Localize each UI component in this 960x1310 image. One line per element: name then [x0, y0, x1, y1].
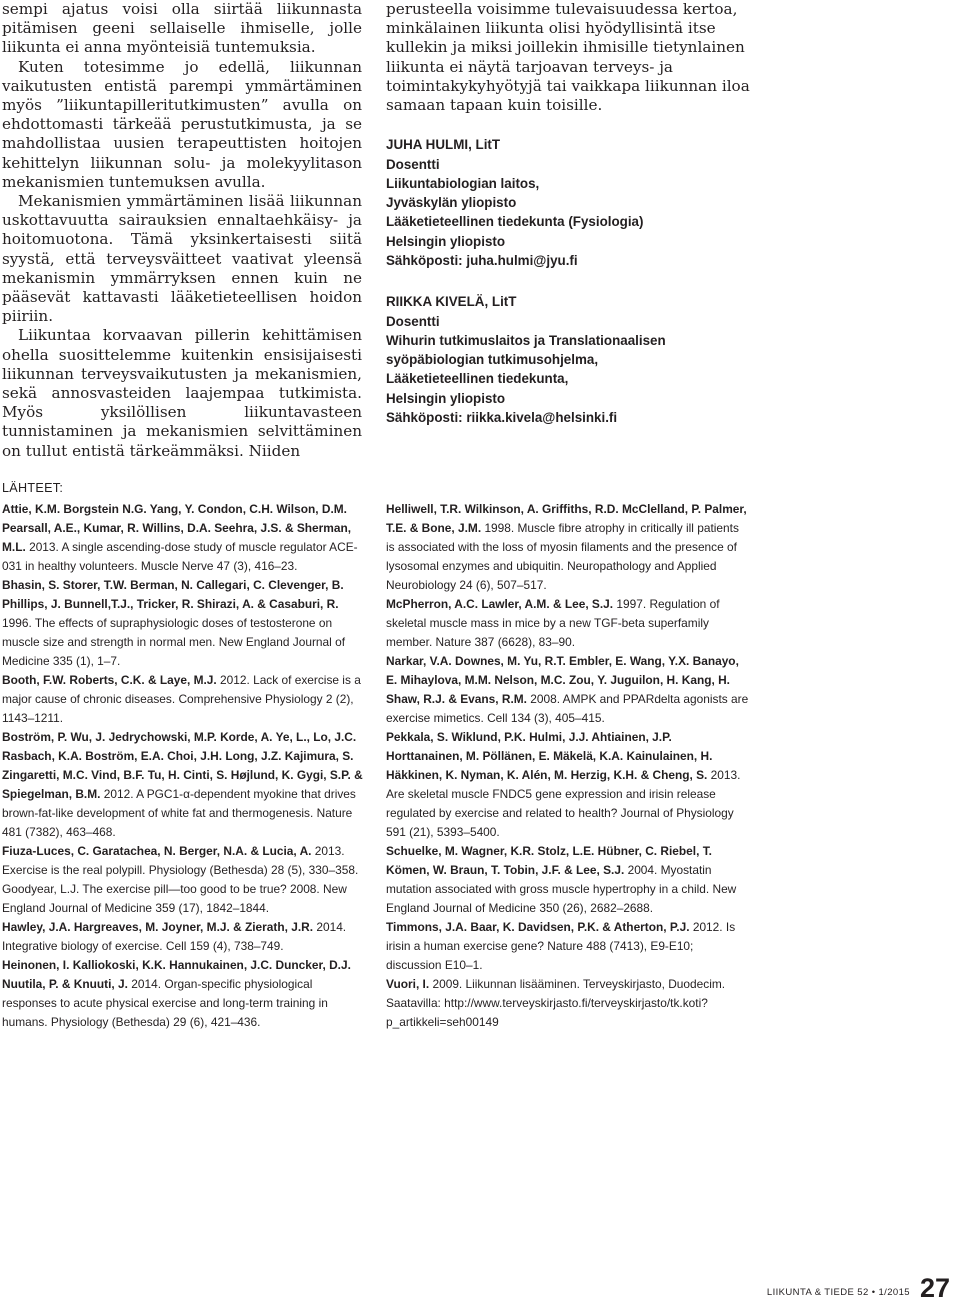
reference-entry [386, 500, 750, 595]
author-affiliation: Helsingin yliopisto [386, 390, 506, 406]
references-left-column [2, 500, 364, 1032]
reference-entry [2, 918, 364, 956]
author-title: Dosentti [386, 313, 440, 329]
reference-details: 1998. Muscle fibre atrophy in critically ill patients is associated with the loss of myosin filaments and the presence of lysosomal enzymes and ubiquitin. Neuropathology and Applied Neurobiology 24 (6), 507–517. [386, 521, 739, 592]
reference-authors: Timmons, J.A. Baar, K. Davidsen, P.K. & Atherton, P.J. [386, 920, 690, 934]
reference-details: 2012. Lack of exercise is a major cause of chronic diseases. Comprehensive Physiology 2 (2), 1143–1211. [2, 673, 361, 725]
reference-authors: Hawley, J.A. Hargreaves, M. Joyner, M.J. & Zierath, J.R. [2, 920, 314, 934]
reference-entry [2, 956, 364, 1032]
journal-name: LIIKUNTA & TIEDE 52 • 1/2015 [766, 1287, 910, 1298]
reference-entry [2, 576, 364, 671]
reference-authors: Fiuza-Luces, C. Garatachea, N. Berger, N.A. & Lucia, A. [2, 844, 312, 858]
reference-details: 2012. A PGC1-α-dependent myokine that drives brown-fat-like development of white fat and thermogenesis. Nature 481 (7382), 463–468. [2, 787, 356, 839]
author-affiliation: Liikuntabiologian laitos, [386, 175, 540, 191]
reference-details: 2004. Myostatin mutation associated with gross muscle hypertrophy in a child. New England Journal of Medicine 350 (26), 2682–2688. [386, 863, 737, 915]
reference-entry [386, 842, 750, 918]
body-text-right-column [386, 0, 756, 427]
reference-details: 2013. Are skeletal muscle FNDC5 gene expression and irisin release regulated by exercise and related to health? Journal of Physiology 591 (21), 5393–5400. [386, 768, 741, 839]
reference-entry [2, 671, 364, 728]
author-email: Sähköposti: riikka.kivela@helsinki.fi [386, 410, 618, 426]
reference-authors: Attie, K.M. Borgstein N.G. Yang, Y. Condon, C.H. Wilson, D.M. Pearsall, A.E., Kumar, R. Willins, D.A. Seehra, J.S. & Sherman, M.L. [2, 502, 352, 554]
author-block-kivela [386, 292, 756, 427]
author-affiliation: Jyväskylän yliopisto [386, 195, 517, 211]
reference-entry [2, 728, 364, 842]
reference-authors: Vuori, I. [386, 977, 430, 991]
author-affiliation: Lääketieteellinen tiedekunta (Fysiologia) [386, 214, 644, 230]
reference-authors: Booth, F.W. Roberts, C.K. & Laye, M.J. [2, 673, 217, 687]
author-affiliation: Wihurin tutkimuslaitos ja Translationaalisen [386, 332, 666, 348]
references-right-column [386, 500, 750, 1032]
reference-authors: Helliwell, T.R. Wilkinson, A. Griffiths, R.D. McClelland, P. Palmer, T.E. & Bone, J.M. [386, 502, 747, 535]
reference-details: Goodyear, L.J. The exercise pill—too good to be true? 2008. New England Journal of Medicine 359 (17), 1842–1844. [2, 882, 347, 915]
reference-details: 2014. Integrative biology of exercise. Cell 159 (4), 738–749. [2, 920, 347, 953]
reference-entry [386, 728, 750, 842]
reference-entry [386, 975, 750, 1032]
reference-authors: Narkar, V.A. Downes, M. Yu, R.T. Embler, E. Wang, Y.X. Banayo, E. Mihaylova, M.M. Nelson, M.C. Zou, Y. Juguilon, H. Kang, H. Shaw, R.J. & Evans, R.M. [386, 654, 739, 706]
page-number: 27 [919, 1273, 950, 1303]
reference-details: 2008. AMPK and PPARdelta agonists are exercise mimetics. Cell 134 (3), 405–415. [386, 692, 749, 725]
paragraph: Liikuntaa korvaavan pillerin kehittämisen ohella suosittelemme kuitenkin ensisijaisesti liikunnan terveysvaikutusten ja mekanismien, sekä annosvasteiden laajempaa tutkimista. Myös yksilöllisen liikuntavasteen tunnistaminen ja mekanismien selvittäminen on tullut entistä tärkeämmäksi. Niiden [2, 326, 362, 460]
reference-details: 2013. A single ascending-dose study of muscle regulator ACE-031 in healthy volunteers. Muscle Nerve 47 (3), 416–23. [2, 540, 358, 573]
author-title: Dosentti [386, 156, 440, 172]
author-affiliation: Helsingin yliopisto [386, 233, 506, 249]
reference-details: 2009. Liikunnan lisääminen. Terveyskirjasto, Duodecim. Saatavilla: http://www.terveyskirjasto.fi/terveyskirjasto/tk.koti?p_artikkeli=seh00149 [386, 977, 726, 1029]
reference-details: 2013. Exercise is the real polypill. Physiology (Bethesda) 28 (5), 330–358. [2, 844, 359, 877]
references-heading: LÄHTEET: [2, 481, 64, 495]
reference-details: 2012. Is irisin a human exercise gene? Nature 488 (7413), E9-E10; discussion E10–1. [386, 920, 736, 972]
reference-authors: Boström, P. Wu, J. Jedrychowski, M.P. Korde, A. Ye, L., Lo, J.C. Rasbach, K.A. Boström, E.A. Choi, J.H. Long, J.Z. Kajimura, S. Zingaretti, M.C. Vind, B.F. Tu, H. Cinti, S. Højlund, K. Gygi, S.P. & Spiegelman, B.M. [2, 730, 363, 801]
reference-authors: McPherron, A.C. Lawler, A.M. & Lee, S.J. [386, 597, 614, 611]
reference-entry [386, 595, 750, 652]
reference-entry [2, 842, 364, 880]
paragraph: Mekanismien ymmärtäminen lisää liikunnan uskottavuutta sairauksien ennaltaehkäisy- ja hoitomuotona. Tämä yksinkertaisesti siitä syystä, että terveysväitteet vaativat yleensä mekanismin ymmärryksen ennen kuin ne pääsevät kattavasti lääketieteellisen hoidon piiriin. [2, 192, 362, 326]
reference-details: 1996. The effects of supraphysiologic doses of testosterone on muscle size and strength in normal men. New England Journal of Medicine 335 (1), 1–7. [2, 616, 346, 668]
reference-entry [386, 918, 750, 975]
reference-authors: Bhasin, S. Storer, T.W. Berman, N. Callegari, C. Clevenger, B. Phillips, J. Bunnell,T.J., Tricker, R. Shirazi, A. & Casaburi, R. [2, 578, 344, 611]
author-email: Sähköposti: juha.hulmi@jyu.fi [386, 253, 578, 268]
paragraph: perusteella voisimme tulevaisuudessa kertoa, minkälainen liikunta olisi hyödyllisintä itse kullekin ja miksi joillekin ihmisille tietynlainen liikunta ei näytä tarjoavan terveys- ja toimintakykyhyötyjä tai vaikkapa liikunnan iloa samaan tapaan kuin toisille. [386, 0, 750, 115]
reference-details: 2014. Organ-specific physiological responses to acute physical exercise and long-term training in humans. Physiology (Bethesda) 29 (6), 421–436. [2, 977, 328, 1029]
body-text-left-column [2, 0, 362, 461]
paragraph: Kuten totesimme jo edellä, liikunnan vaikutusten entistä parempi ymmärtäminen myös ”liikuntapilleritutkimusten” avulla on ehdottomasti tärkeää perustutkimusta, ja se mahdollistaa uusien terapeuttisten hoitojen kehittelyn liikunnan solu- ja molekyylitason mekanismien tuntemuksen avulla. [2, 57, 362, 191]
reference-authors: Schuelke, M. Wagner, K.R. Stolz, L.E. Hübner, C. Riebel, T. Kömen, W. Braun, T. Tobin, J.F. & Lee, S.J. [386, 844, 712, 877]
author-affiliation: syöpäbiologian tutkimusohjelma, [386, 352, 599, 368]
author-affiliation: Lääketieteellinen tiedekunta, [386, 371, 569, 387]
author-name: RIIKKA KIVELÄ, LitT [386, 294, 517, 310]
reference-entry [2, 880, 364, 918]
author-name: JUHA HULMI, LitT [386, 137, 501, 153]
reference-details: 1997. Regulation of skeletal muscle mass in mice by a new TGF-beta superfamily member. Nature 387 (6628), 83–90. [386, 597, 720, 649]
reference-authors: Heinonen, I. Kalliokoski, K.K. Hannukainen, J.C. Duncker, D.J. Nuutila, P. & Knuuti, J. [2, 958, 351, 991]
reference-entry [386, 652, 750, 728]
page-footer [767, 1275, 950, 1302]
reference-authors: Pekkala, S. Wiklund, P.K. Hulmi, J.J. Ahtiainen, J.P. Horttanainen, M. Pöllänen, E. Mäkelä, K.A. Kainulainen, H. Häkkinen, K. Nyman, K. Alén, M. Herzig, K.H. & Cheng, S. [386, 730, 713, 782]
paragraph: sempi ajatus voisi olla siirtää liikunnasta pitämisen geeni sellaiselle ihmiselle, jolle liikunta ei anna myönteisiä tuntemuksia. [2, 0, 362, 57]
author-block-hulmi [386, 135, 756, 270]
reference-entry [2, 500, 364, 576]
